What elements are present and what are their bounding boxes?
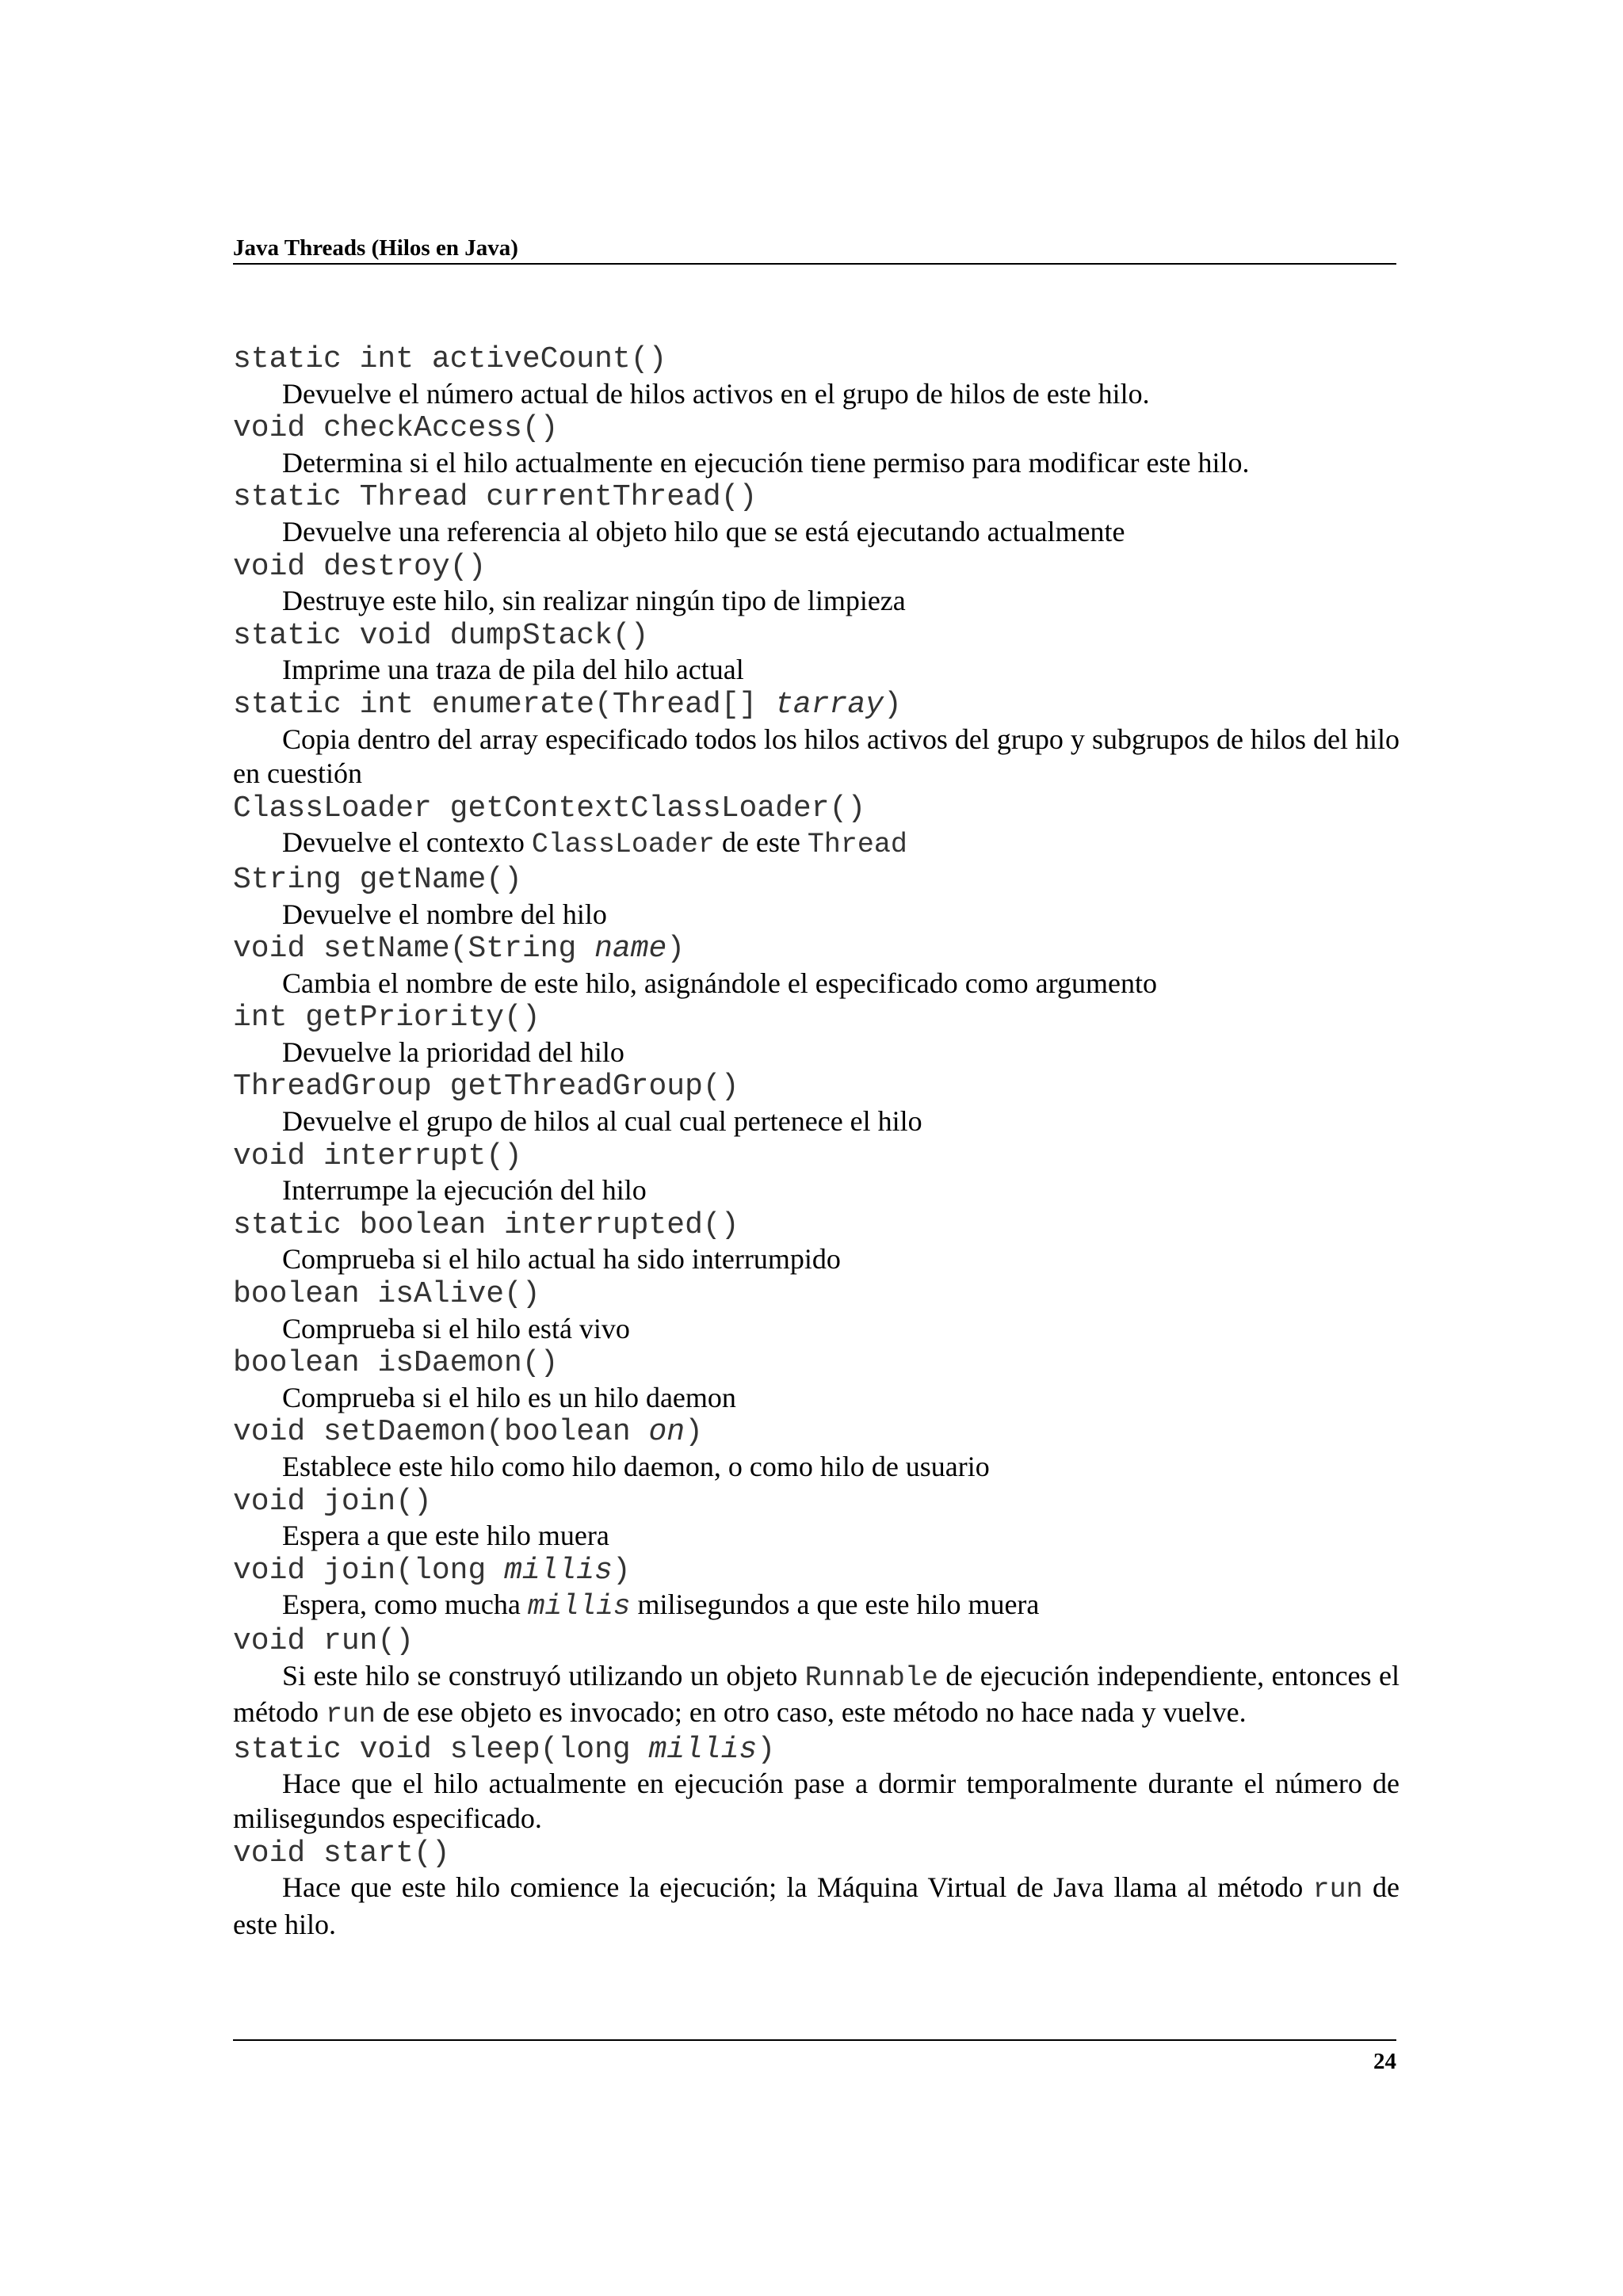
description-text: Si este hilo se construyó utilizando un objeto [282,1659,805,1691]
method-signature: void checkAccess() [233,411,559,446]
signature-parameter: name [594,932,667,967]
method-description: Comprueba si el hilo está vivo [282,1312,630,1344]
signature-text: ) [883,687,902,722]
method-description: Interrumpe la ejecución del hilo [282,1174,647,1207]
method-description: Espera a que este hilo muera [282,1520,609,1552]
method-description: Devuelve una referencia al objeto hilo que se está ejecutando actualmente [282,515,1125,547]
method-signature: static boolean interrupted() [233,1207,739,1242]
signature-parameter: on [648,1415,685,1450]
method-signature: void join() [233,1484,432,1519]
description-text: de ejecución independiente, entonces el método [233,1659,1400,1729]
method-description: Devuelve el grupo de hilos al cual cual pertenece el hilo [282,1105,922,1138]
signature-parameter: millis [504,1553,613,1588]
inline-code: run [1312,1874,1363,1906]
signature-text: ) [612,1553,631,1588]
method-description [233,826,1400,863]
method-list [233,342,1400,1942]
footer-rule [233,2039,1396,2041]
method-description: Copia dentro del array especificado todos los hilos activos del grupo y subgrupos de hilos del hilo en cuestión [233,723,1400,790]
method-signature: boolean isDaemon() [233,1346,559,1381]
signature-parameter: tarray [775,687,884,722]
method-description: Devuelve el número actual de hilos activos en el grupo de hilos de este hilo. [282,377,1150,410]
method-description: Devuelve el nombre del hilo [282,898,607,930]
description-text: Hace que este hilo comience la ejecución; la Máquina Virtual de Java llama al método [282,1871,1313,1904]
method-description: Devuelve la prioridad del hilo [282,1035,624,1068]
method-signature: static Thread currentThread() [233,480,758,515]
method-signature: ClassLoader getContextClassLoader() [233,791,866,826]
signature-text: ) [685,1415,703,1450]
signature-text: static void sleep(long [233,1732,649,1767]
inline-code: Thread [807,829,907,861]
method-description: Comprueba si el hilo es un hilo daemon [282,1381,736,1413]
method-signature: void destroy() [233,549,487,584]
method-signature: String getName() [233,862,522,897]
description-text: de este [714,826,808,859]
inline-code: millis [527,1590,631,1623]
description-text: Devuelve el contexto [282,826,532,859]
method-signature: boolean isAlive() [233,1277,540,1312]
method-description: Destruye este hilo, sin realizar ningún tipo de limpieza [282,585,906,617]
description-text: milisegundos a que este hilo muera [630,1589,1040,1621]
description-text: de ese objeto es invocado; en otro caso, este método no hace nada y vuelve. [376,1696,1247,1729]
signature-parameter: millis [648,1732,758,1767]
method-signature: void start() [233,1836,450,1871]
inline-code: Runnable [804,1661,938,1694]
description-text: de este hilo. [233,1871,1400,1940]
page-header [233,231,1396,265]
method-signature [233,932,1400,967]
signature-text: void setName(String [233,932,595,967]
method-signature: void interrupt() [233,1138,522,1173]
method-signature: static int activeCount() [233,342,667,376]
method-signature [233,1554,1400,1589]
page-number: 24 [1373,2049,1396,2074]
method-signature [233,1415,1400,1450]
method-description: Hace que el hilo actualmente en ejecución pase a dormir temporalmente durante el número de milisegundos especificado. [233,1768,1400,1834]
description-text: Espera, como mucha [282,1589,528,1621]
method-description: Imprime una traza de pila del hilo actual [282,654,744,686]
inline-code: run [325,1699,376,1731]
method-description [233,1588,1400,1624]
method-signature: void run() [233,1623,414,1658]
method-signature: static void dumpStack() [233,618,649,653]
method-description: Determina si el hilo actualmente en ejecución tiene permiso para modificar este hilo. [282,446,1250,479]
signature-text: ) [666,932,685,967]
method-description: Cambia el nombre de este hilo, asignándole el especificado como argumento [282,967,1157,999]
signature-text: ) [757,1732,776,1767]
signature-text: static int enumerate(Thread[] [233,687,776,722]
signature-text: void join(long [233,1553,505,1588]
method-description [233,1871,1400,1942]
method-description [233,1659,1400,1733]
method-signature [233,688,1400,723]
header-title: Java Threads (Hilos en Java) [233,235,518,261]
inline-code: ClassLoader [531,829,715,861]
method-signature [233,1733,1400,1768]
method-description: Comprueba si el hilo actual ha sido interrumpido [282,1243,841,1276]
signature-text: void setDaemon(boolean [233,1415,649,1450]
method-description: Establece este hilo como hilo daemon, o como hilo de usuario [282,1451,990,1482]
method-signature: ThreadGroup getThreadGroup() [233,1070,739,1104]
method-signature: int getPriority() [233,1001,540,1035]
